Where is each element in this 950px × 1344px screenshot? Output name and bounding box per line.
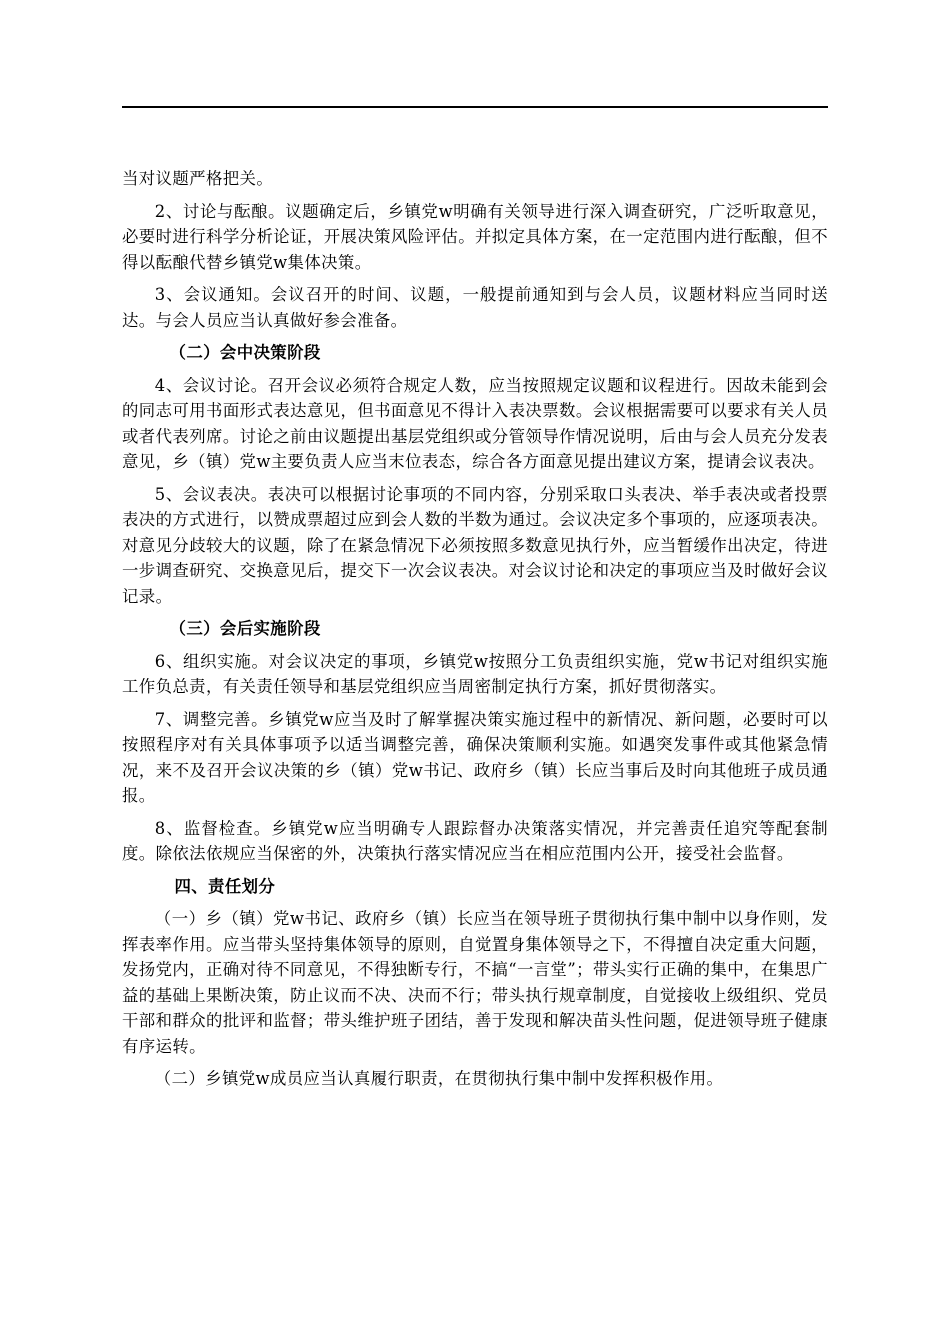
section-heading-post-meeting: （三）会后实施阶段 [169,619,321,638]
paragraph-meeting-notice: 3、会议通知。会议召开的时间、议题，一般提前通知到与会人员，议题材料应当同时送达。与会人员应当认真做好参会准备。 [122,285,828,330]
paragraph-implementation: 6、组织实施。对会议决定的事项，乡镇党w按照分工负责组织实施，党w书记对组织实施工作负总责，有关责任领导和基层党组织应当周密制定执行方案，抓好贯彻落实。 [122,651,828,696]
header-rule [122,106,828,108]
paragraph-meeting-discussion: 4、会议讨论。召开会议必须符合规定人数，应当按照规定议题和议程进行。因故未能到会的同志可用书面形式表达意见，但书面意见不得计入表决票数。会议根据需要可以要求有关人员或者代表列席。讨论之前由议题提出基层党组织或分管领导作情况说明，后由与会人员充分发表意见，乡（镇）党w主要负责人应当末位表态，综合各方面意见提出建议方案，提请会议表决。 [122,375,828,471]
paragraph-supervision: 8、监督检查。乡镇党w应当明确专人跟踪督办决策落实情况，并完善责任追究等配套制度。除依法依规应当保密的外，决策执行落实情况应当在相应范围内公开，接受社会监督。 [122,818,828,863]
paragraph-continuation: 当对议题严格把关。 [122,169,274,188]
paragraph-discussion: 2、讨论与酝酿。议题确定后，乡镇党w明确有关领导进行深入调查研究，广泛听取意见，必要时进行科学分析论证，开展决策风险评估。并拟定具体方案，在一定范围内进行酝酿，但不得以酝酿代替乡镇党w集体决策。 [122,201,828,272]
paragraph-responsibility-members: （二）乡镇党w成员应当认真履行职责，在贯彻执行集中制中发挥积极作用。 [154,1069,724,1088]
paragraph-adjustment: 7、调整完善。乡镇党w应当及时了解掌握决策实施过程中的新情况、新问题，必要时可以按照程序对有关具体事项予以适当调整完善，确保决策顺利实施。如遇突发事件或其他紧急情况，来不及召开会议决策的乡（镇）党w书记、政府乡（镇）长应当事后及时向其他班子成员通报。 [122,709,828,805]
paragraph-responsibility-leaders: （一）乡（镇）党w书记、政府乡（镇）长应当在领导班子贯彻执行集中制中以身作则，发挥表率作用。应当带头坚持集体领导的原则，自觉置身集体领导之下，不得擅自决定重大问题，发扬党内，正确对待不同意见，不得独断专行，不搞“一言堂”；带头实行正确的集中，在集思广益的基础上果断决策，防止议而不决、决而不行；带头执行规章制度，自觉接收上级组织、党员干部和群众的批评和监督；带头维护班子团结，善于发现和解决苗头性问题，促进领导班子健康有序运转。 [122,909,828,1056]
document-body [122,166,828,1099]
section-heading-responsibility: 四、责任划分 [174,876,276,896]
paragraph-meeting-vote: 5、会议表决。表决可以根据讨论事项的不同内容，分别采取口头表决、举手表决或者投票表决的方式进行，以赞成票超过应到会人数的半数为通过。会议决定多个事项的，应逐项表决。对意见分歧较大的议题，除了在紧急情况下必须按照多数意见执行外，应当暂缓作出决定，待进一步调查研究、交换意见后，提交下一次会议表决。对会议讨论和决定的事项应当及时做好会议记录。 [122,484,828,606]
section-heading-in-meeting: （二）会中决策阶段 [169,343,321,362]
